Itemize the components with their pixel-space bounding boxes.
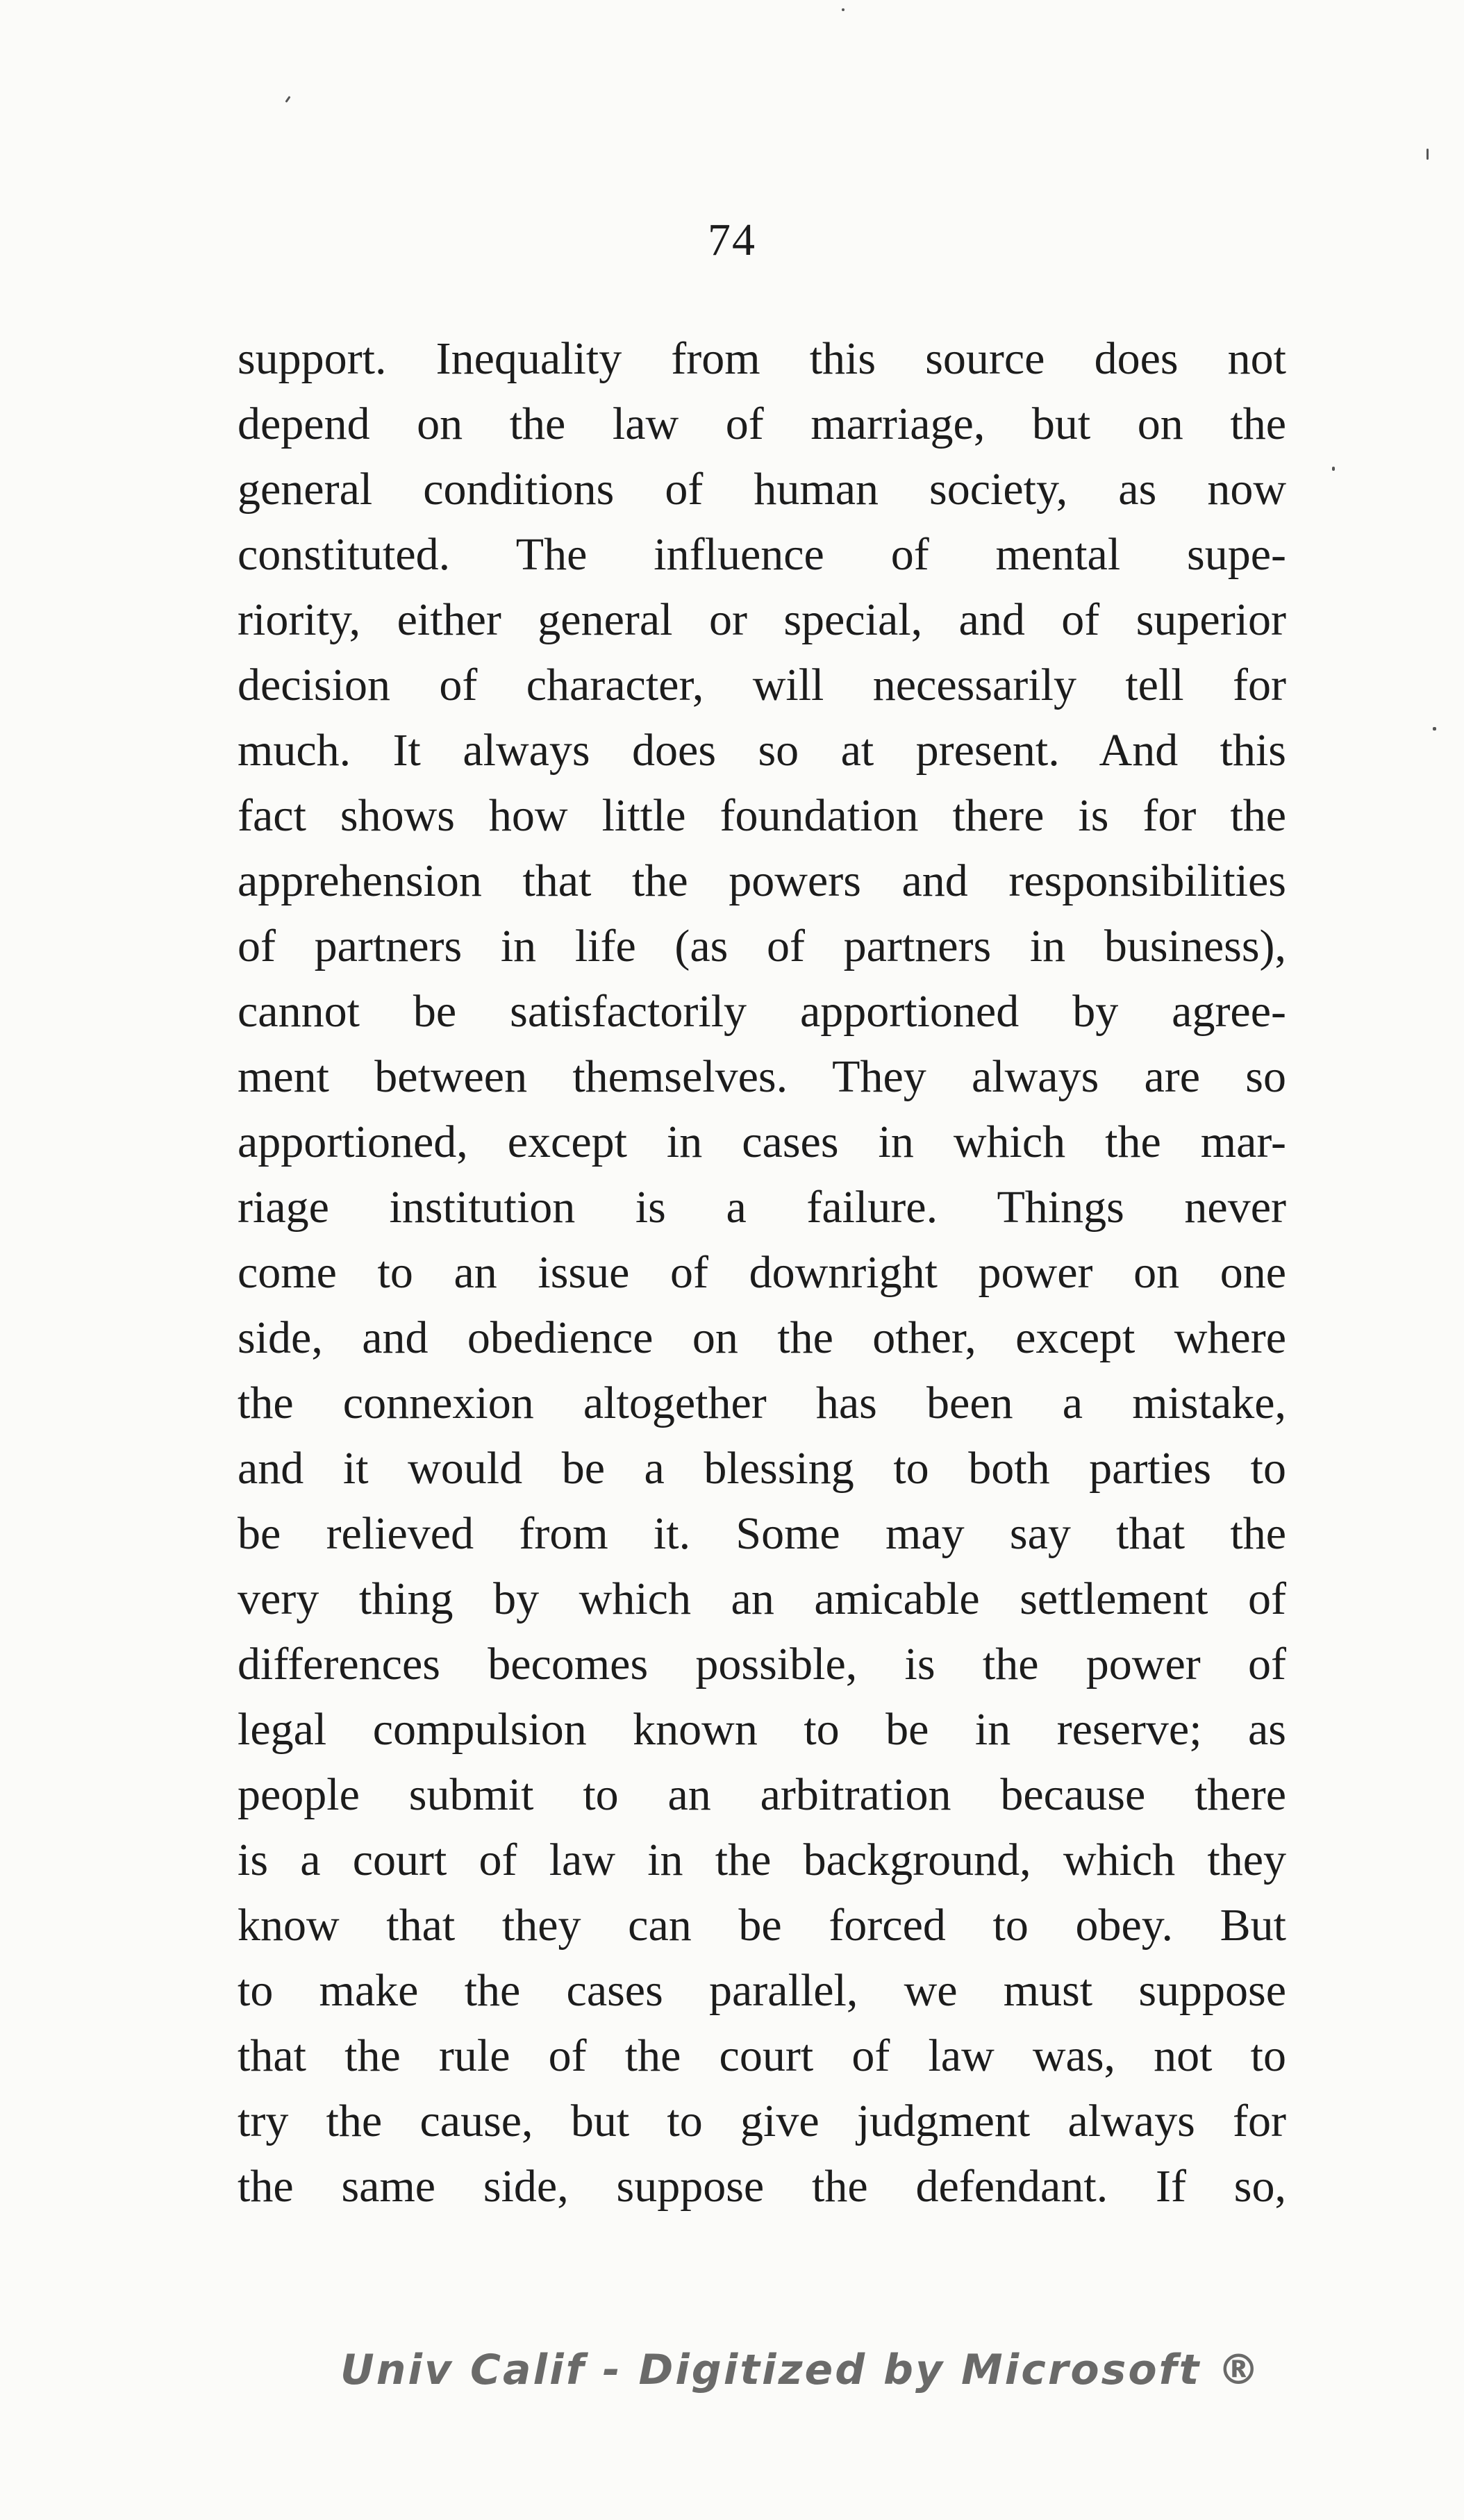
text-line: come to an issue of downright power on one [238,1247,1286,1298]
page-number: 74 [708,215,756,265]
text-line: to make the cases parallel, we must suppose [238,1965,1286,2016]
text-line: the same side, suppose the defendant. If so, [238,2161,1286,2212]
text-line: try the cause, but to give judgment always for [238,2096,1286,2146]
body-text [238,326,1286,2219]
text-line: riage institution is a failure. Things never [238,1182,1286,1233]
text-line: depend on the law of marriage, but on the [238,399,1286,449]
scan-speck [1426,149,1429,160]
text-line: is a court of law in the background, which they [238,1835,1286,1885]
text-line: people submit to an arbitration because there [238,1769,1286,1820]
text-line: very thing by which an amicable settlement of [238,1574,1286,1624]
text-line: support. Inequality from this source does not [238,333,1286,384]
text-line: much. It always does so at present. And this [238,725,1286,776]
text-line: legal compulsion known to be in reserve; as [238,1704,1286,1755]
text-line: apportioned, except in cases in which the mar- [238,1117,1286,1167]
text-line: be relieved from it. Some may say that the [238,1508,1286,1559]
text-line: know that they can be forced to obey. But [238,1900,1286,1951]
text-line: differences becomes possible, is the power of [238,1639,1286,1689]
text-line: ment between themselves. They always are so [238,1051,1286,1102]
digitization-watermark: Univ Calif - Digitized by Microsoft ® [340,2346,1262,2394]
scan-speck [842,8,845,11]
text-line: riority, either general or special, and of superior [238,594,1286,645]
text-line: the connexion altogether has been a mistake, [238,1378,1286,1428]
scan-speck [1332,467,1335,471]
scan-speck [1433,727,1436,731]
text-line: general conditions of human society, as now [238,464,1286,515]
text-line: apprehension that the powers and responsibilities [238,856,1286,906]
text-line: constituted. The influence of mental supe- [238,529,1286,580]
text-line: decision of character, will necessarily tell for [238,660,1286,710]
text-line: fact shows how little foundation there is for the [238,790,1286,841]
scan-speck [285,96,290,103]
text-line: cannot be satisfactorily apportioned by agree- [238,986,1286,1037]
text-line: side, and obedience on the other, except where [238,1312,1286,1363]
text-line: of partners in life (as of partners in business), [238,921,1286,971]
text-line: and it would be a blessing to both parties to [238,1443,1286,1494]
text-line: that the rule of the court of law was, not to [238,2030,1286,2081]
